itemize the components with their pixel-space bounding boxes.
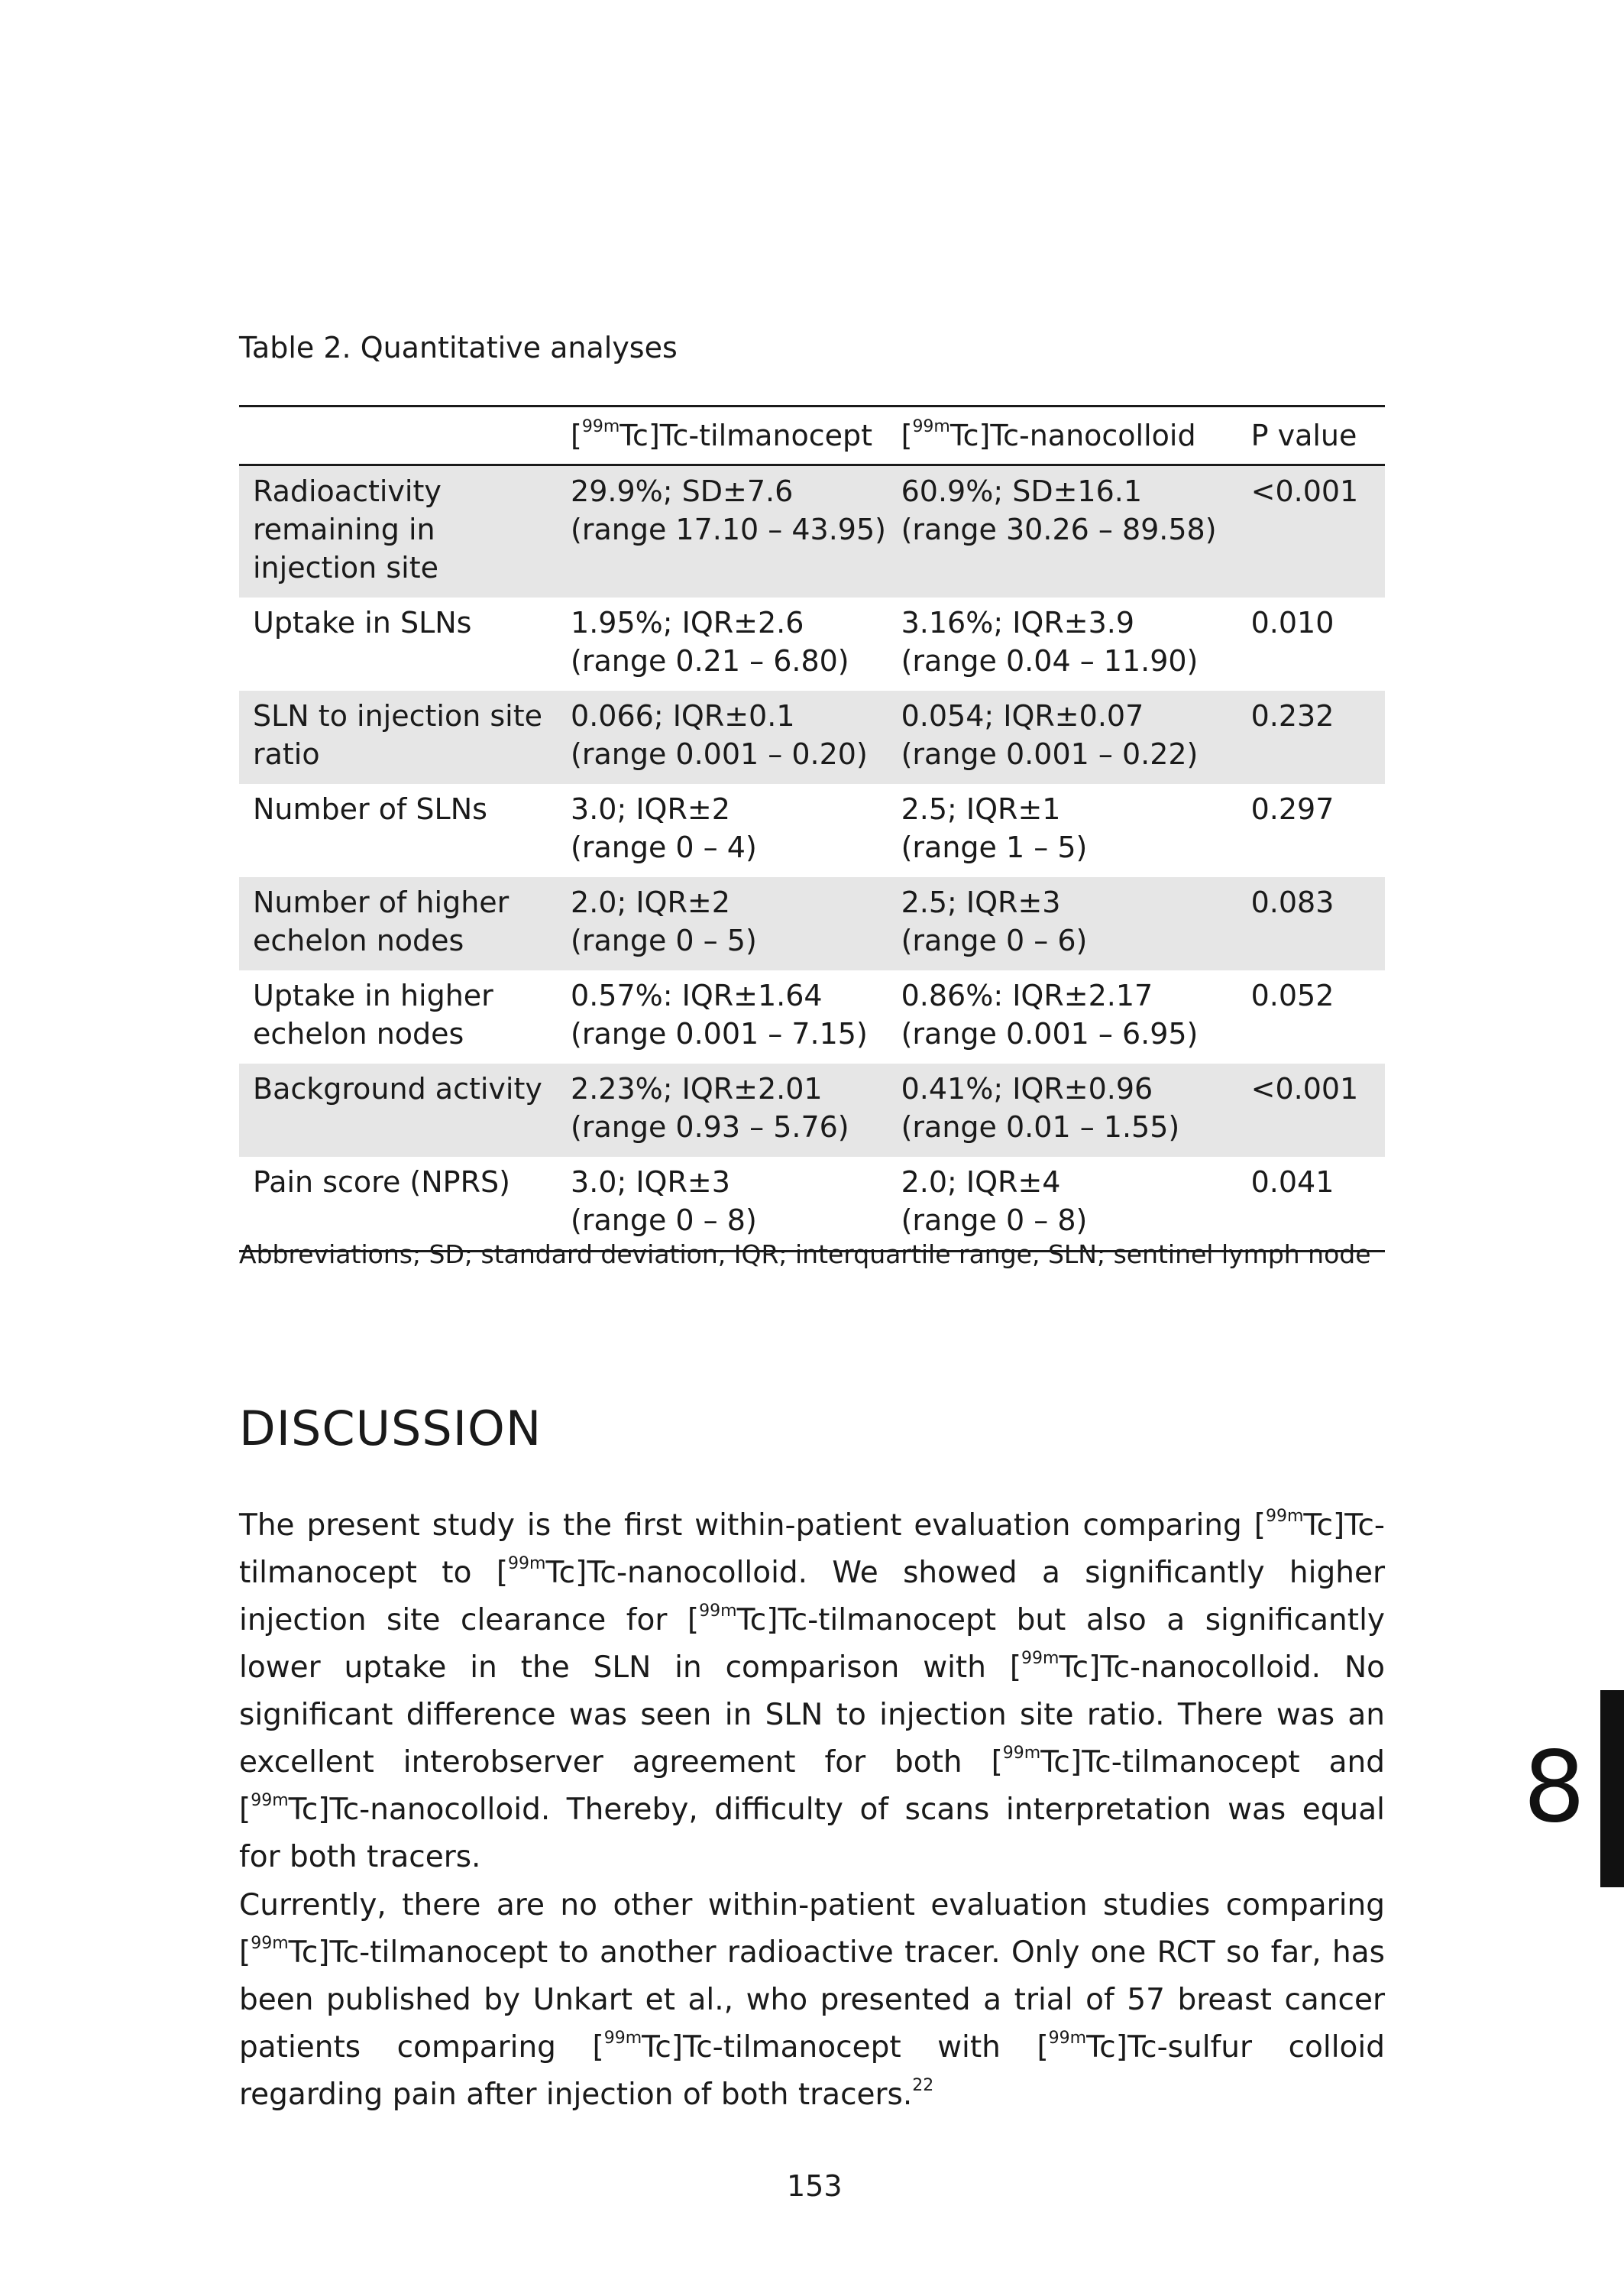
nanocolloid-value: 3.16%; IQR±3.9 (range 0.04 – 11.90)	[901, 606, 1199, 678]
nanocolloid-value: 0.054; IQR±0.07 (range 0.001 – 0.22)	[888, 691, 1237, 784]
row-label: SLN to injection site ratio	[239, 691, 557, 784]
page-number: 153	[787, 2169, 843, 2203]
row-label: Background activity	[239, 1064, 557, 1157]
row-label: Number of higher echelon nodes	[239, 877, 557, 970]
tilmanocept-value: 0.57%: IQR±1.64 (range 0.001 – 7.15)	[571, 979, 868, 1051]
table-row	[239, 691, 1385, 784]
tilmanocept-value: 3.0; IQR±2 (range 0 – 4)	[571, 792, 757, 864]
table-row	[239, 1064, 1385, 1157]
p-value: 0.041	[1250, 1165, 1334, 1199]
nanocolloid-value: 2.5; IQR±3 (range 0 – 6)	[888, 877, 1237, 970]
nanocolloid-value: 60.9%; SD±16.1 (range 30.26 – 89.58)	[888, 465, 1237, 598]
nanocolloid-value: 0.41%; IQR±0.96 (range 0.01 – 1.55)	[888, 1064, 1237, 1157]
nanocolloid-value: 0.86%: IQR±2.17 (range 0.001 – 6.95)	[901, 979, 1199, 1051]
table-caption-text: . Quantitative analyses	[341, 331, 678, 364]
tilmanocept-value: 3.0; IQR±3 (range 0 – 8)	[571, 1165, 757, 1237]
row-label: Uptake in higher echelon nodes	[253, 979, 493, 1051]
chapter-number: 8	[1523, 1731, 1586, 1844]
table-header-row	[239, 406, 1385, 465]
table-body	[239, 465, 1385, 1252]
table-caption	[239, 329, 678, 367]
p-value: 0.052	[1250, 979, 1334, 1012]
row-label: Pain score (NPRS)	[253, 1165, 510, 1199]
tilmanocept-value: 1.95%; IQR±2.6 (range 0.21 – 6.80)	[571, 606, 849, 678]
quantitative-analyses-table	[239, 405, 1385, 1252]
table-row	[239, 877, 1385, 970]
chapter-tab	[1600, 1690, 1624, 1887]
p-value: <0.001	[1237, 1064, 1385, 1157]
table-row	[239, 465, 1385, 598]
discussion-paragraph-2: Currently, there are no other within-patient evaluation studies comparing [$^{99m}$Tc]Tc-tilmanocept to another radioactive tracer. Only one RCT so far, has been published by Unkart et al., who presented a trial of 57 breast cancer patients comparing [$^{99m}$Tc]Tc-tilmanocept with [$^{99m}$Tc]Tc-sulfur colloid regarding pain after injection of both tracers.$^{22}$	[239, 1888, 1385, 2112]
tilmanocept-value: 29.9%; SD±7.6 (range 17.10 – 43.95)	[557, 465, 888, 598]
nanocolloid-value: 2.5; IQR±1 (range 1 – 5)	[901, 792, 1088, 864]
header-p-value: P value	[1237, 406, 1385, 465]
p-value: 0.232	[1237, 691, 1385, 784]
table-caption-label: Table 2	[239, 331, 342, 364]
table-row	[239, 1157, 1385, 1252]
header-label	[239, 406, 557, 465]
tilmanocept-value: 0.066; IQR±0.1 (range 0.001 – 0.20)	[557, 691, 888, 784]
row-label: Number of SLNs	[253, 792, 487, 826]
row-label: Uptake in SLNs	[253, 606, 472, 640]
abbreviations-note: Abbreviations; SD; standard deviation, IQR; interquartile range, SLN; sentinel lymph node	[239, 1239, 1371, 1269]
p-value: 0.297	[1250, 792, 1334, 826]
discussion-heading: DISCUSSION	[239, 1401, 542, 1456]
header-tilmanocept: [$^{99m}$Tc]Tc-tilmanocept	[557, 406, 888, 465]
table-row	[239, 598, 1385, 691]
nanocolloid-value: 2.0; IQR±4 (range 0 – 8)	[901, 1165, 1088, 1237]
row-label: Radioactivity remaining in injection site	[239, 465, 557, 598]
tilmanocept-value: 2.23%; IQR±2.01 (range 0.93 – 5.76)	[557, 1064, 888, 1157]
discussion-paragraph-1: The present study is the first within-patient evaluation comparing [$^{99m}$Tc]Tc-tilmanocept to [$^{99m}$Tc]Tc-nanocolloid. We showed a significantly higher injection site clearance for [$^{99m}$Tc]Tc-tilmanocept but also a significantly lower uptake in the SLN in comparison with [$^{99m}$Tc]Tc-nanocolloid. No significant difference was seen in SLN to injection site ratio. There was an excellent interobserver agreement for both [$^{99m}$Tc]Tc-tilmanocept and [$^{99m}$Tc]Tc-nanocolloid. Thereby, difficulty of scans interpretation was equal for both tracers.	[239, 1507, 1386, 1874]
p-value: 0.083	[1237, 877, 1385, 970]
table-row	[239, 784, 1385, 877]
p-value: <0.001	[1237, 465, 1385, 598]
table-row	[239, 970, 1385, 1064]
p-value: 0.010	[1250, 606, 1334, 640]
header-nanocolloid: [$^{99m}$Tc]Tc-nanocolloid	[888, 406, 1237, 465]
tilmanocept-value: 2.0; IQR±2 (range 0 – 5)	[557, 877, 888, 970]
